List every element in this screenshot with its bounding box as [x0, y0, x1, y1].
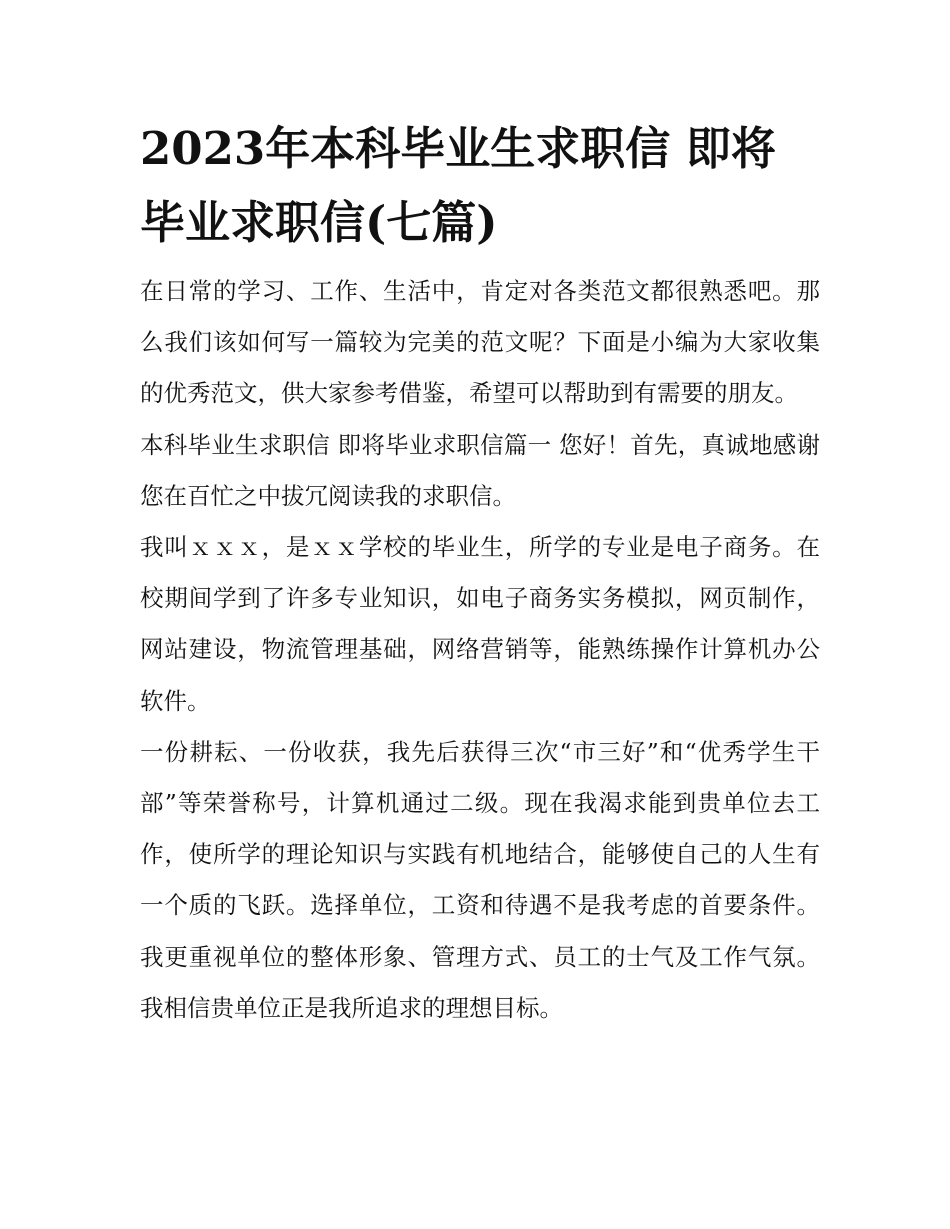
paragraph-greeting: 本科毕业生求职信 即将毕业求职信篇一 您好！首先，真诚地感谢您在百忙之中拔冗阅读我的求职信。 [140, 430, 820, 510]
document-title: 2023年本科毕业生求职信 即将毕业求职信(七篇) [140, 122, 776, 249]
document-body [140, 266, 820, 1034]
paragraph-intro: 在日常的学习、工作、生活中，肯定对各类范文都很熟悉吧。那么我们该如何写一篇较为完美的范文呢？下面是小编为大家收集的优秀范文，供大家参考借鉴，希望可以帮助到有需要的朋友。 [140, 277, 820, 408]
document-content [140, 112, 820, 1034]
paragraph-achievements: 一份耕耘、一份收获，我先后获得三次“市三好”和“优秀学生干部”等荣誉称号，计算机通过二级。现在我渴求能到贵单位去工作，使所学的理论知识与实践有机地结合，能够使自己的人生有一个质的飞跃。选择单位，工资和待遇不是我考虑的首要条件。我更重视单位的整体形象、管理方式、员工的士气及工作气氛。我相信贵单位正是我所追求的理想目标。 [140, 737, 820, 1022]
paragraph-self-introduction: 我叫ｘｘｘ，是ｘｘ学校的毕业生，所学的专业是电子商务。在校期间学到了许多专业知识，如电子商务实务模拟，网页制作，网站建设，物流管理基础，网络营销等，能熟练操作计算机办公软件。 [140, 533, 820, 715]
